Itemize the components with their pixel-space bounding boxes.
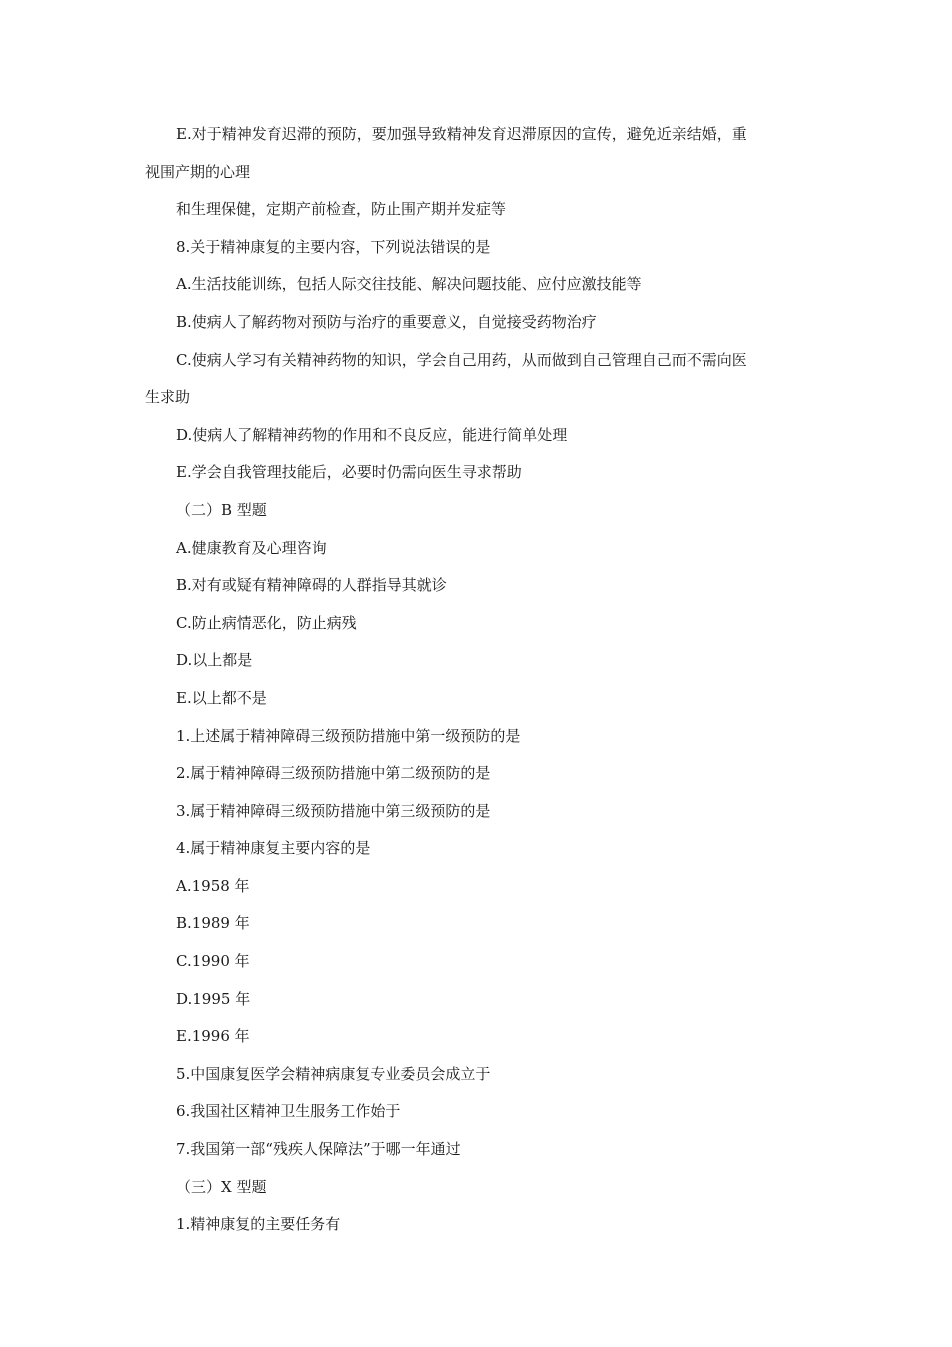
document-body xyxy=(145,116,815,1244)
document-line: 和生理保健，定期产前检查，防止围产期并发症等 xyxy=(176,200,507,219)
document-line: A.健康教育及心理咨询 xyxy=(176,538,327,557)
document-line: 2.属于精神障碍三级预防措施中第二级预防的是 xyxy=(176,764,491,783)
document-line: E.1996 年 xyxy=(176,1027,250,1046)
document-line: 8.关于精神康复的主要内容，下列说法错误的是 xyxy=(176,237,491,256)
document-line: E.学会自我管理技能后，必要时仍需向医生寻求帮助 xyxy=(176,463,522,482)
document-line: B.对有或疑有精神障碍的人群指导其就诊 xyxy=(176,576,447,595)
document-line: B.使病人了解药物对预防与治疗的重要意义，自觉接受药物治疗 xyxy=(176,312,597,331)
document-line: B.1989 年 xyxy=(176,914,250,933)
document-line: 视围产期的心理 xyxy=(145,162,251,181)
document-line: 1.精神康复的主要任务有 xyxy=(176,1215,341,1234)
document-line: （三）X 型题 xyxy=(176,1177,267,1196)
document-line: E.以上都不是 xyxy=(176,688,267,707)
document-line: C.1990 年 xyxy=(176,952,250,971)
document-line: C.使病人学习有关精神药物的知识，学会自己用药，从而做到自己管理自己而不需向医 xyxy=(176,350,747,369)
document-line: D.使病人了解精神药物的作用和不良反应，能进行简单处理 xyxy=(176,425,568,444)
document-line: A.1958 年 xyxy=(176,876,250,895)
document-line: 3.属于精神障碍三级预防措施中第三级预防的是 xyxy=(176,801,491,820)
document-line: A.生活技能训练，包括人际交往技能、解决问题技能、应付应激技能等 xyxy=(176,275,642,294)
document-line: E.对于精神发育迟滞的预防，要加强导致精神发育迟滞原因的宣传，避免近亲结婚，重 xyxy=(176,125,747,143)
document-line: 5.中国康复医学会精神病康复专业委员会成立于 xyxy=(176,1064,491,1083)
document-line: 6.我国社区精神卫生服务工作始于 xyxy=(176,1102,401,1121)
document-line: C.防止病情恶化，防止病残 xyxy=(176,613,357,632)
document-line: （二）B 型题 xyxy=(176,500,267,519)
document-line: D.以上都是 xyxy=(176,651,253,670)
document-line: D.1995 年 xyxy=(176,989,251,1008)
document-line: 7.我国第一部“残疾人保障法”于哪一年通过 xyxy=(176,1140,461,1159)
document-line: 生求助 xyxy=(145,388,191,407)
document-line: 1.上述属于精神障碍三级预防措施中第一级预防的是 xyxy=(176,726,521,745)
document-line: 4.属于精神康复主要内容的是 xyxy=(176,839,371,858)
